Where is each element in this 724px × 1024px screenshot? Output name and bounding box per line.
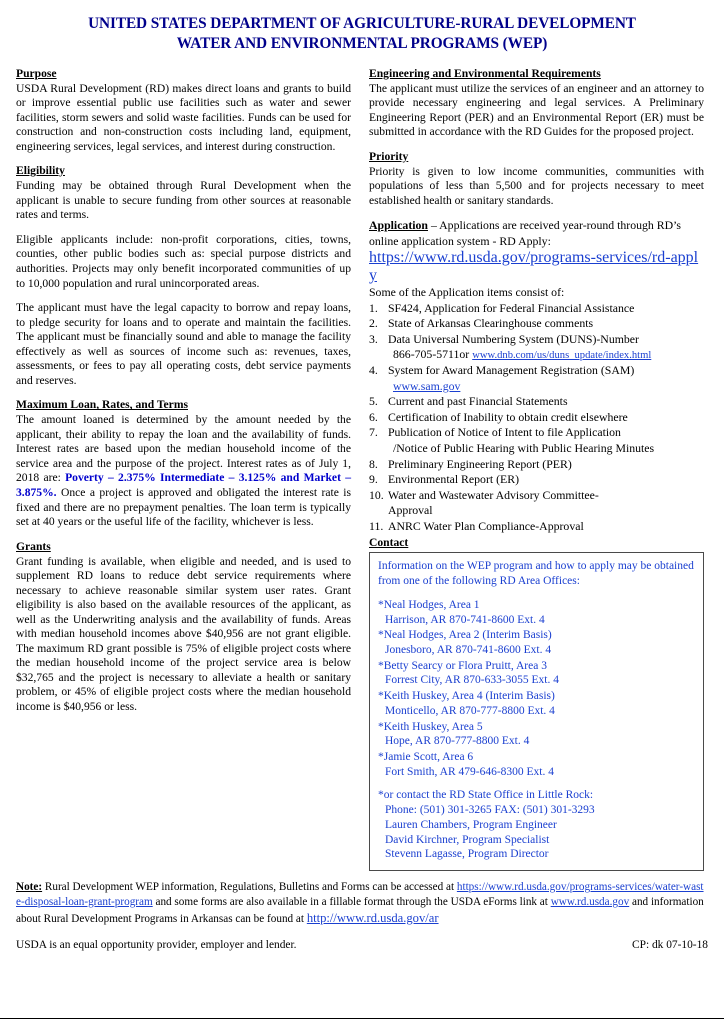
list-item-number: 9.: [369, 472, 378, 487]
duns-update-link[interactable]: www.dnb.com/us/duns_update/index.html: [472, 350, 652, 362]
list-item-sub-label: Approval: [388, 503, 433, 518]
list-item-extra: [388, 347, 704, 363]
document-code: CP: dk 07-10-18: [632, 938, 708, 951]
eligibility-paragraph-2: Eligible applicants include: non-profit corporations, cities, towns, counties, other public bodies such as: special purpose districts and authorities. Projects may only benefit incorporated communities of up to 10,000 population and rural unincorporated areas.: [16, 232, 351, 290]
section-heading-priority: Priority: [369, 149, 409, 163]
list-item-label: Publication of Notice of Intent to file Application: [388, 425, 621, 440]
contact-box: [369, 552, 704, 871]
list-item-number: 8.: [369, 456, 378, 471]
list-item: [378, 659, 695, 688]
list-item-label: Data Universal Numbering System (DUNS)-Number: [388, 331, 639, 346]
contact-intro: Information on the WEP program and how to apply may be obtained from one of the following RD Area Offices:: [378, 560, 694, 588]
staff-program-engineer: Lauren Chambers, Program Engineer: [385, 818, 557, 831]
section-heading-contact: Contact: [369, 536, 409, 550]
section-heading-maximum-loan: Maximum Loan, Rates, and Terms: [16, 398, 188, 412]
office-location: Monticello, AR 870-777-8800 Ext. 4: [385, 704, 555, 717]
grants-text: Grant funding is available, when eligible and needed, and is used to supplement RD loans to reduce debt service requirements where necessary to achieve reasonable similar system user rates. Grant eligibility is also based on the available resources of the applicant, as well as the Underwriting analysis and the availability of funds. Areas with median household incomes above $40,956 are not grant eligible. The maximum RD grant possible is 75% of eligible project costs where the median household income of the project service area is below $32,765 and the project is necessary to alleviate a health or sanitary problem, or 45% of eligible project costs where the median household income is $40,956 or less.: [16, 554, 351, 713]
list-item-number: 6.: [369, 409, 378, 424]
application-items-list: [369, 301, 704, 535]
list-item-number: 11.: [369, 518, 384, 533]
state-office-heading: *or contact the RD State Office in Little Rock:: [378, 789, 594, 802]
list-item-label: State of Arkansas Clearinghouse comments: [388, 316, 594, 331]
note-text-2: and some forms are also available in a fillable format through the USDA eForms link at: [152, 895, 551, 908]
right-column: [369, 67, 704, 871]
maximum-loan-text-before: The amount loaned is determined by the amount needed by the applicant, their ability to repay the loan and the availability of funds. Interest rates are based upon the median household income of the service area and the purpose of the project. Interest rates as of July 1, 2018 are:: [16, 413, 351, 485]
area-offices-list: [378, 598, 695, 780]
duns-phone: 866-705-5711or: [393, 347, 473, 362]
priority-text: Priority is given to low income communities, communities with populations of less than 5,500 and for projects necessary to meet established health or sanitary standards.: [369, 164, 704, 207]
list-item-label: Certification of Inability to obtain credit elsewhere: [388, 409, 628, 424]
office-name: *Neal Hodges, Area 2 (Interim Basis): [378, 629, 552, 642]
office-name: *Jamie Scott, Area 6: [378, 751, 474, 764]
note-paragraph: [16, 880, 708, 927]
sam-gov-link[interactable]: www.sam.gov: [393, 378, 461, 393]
list-item: [369, 301, 704, 317]
page-title: [16, 14, 708, 55]
office-location: Fort Smith, AR 479-646-8300 Ext. 4: [385, 765, 554, 778]
list-item: [378, 720, 695, 749]
list-item-label: System for Award Management Registration (SAM): [388, 363, 635, 378]
list-item-label: Preliminary Engineering Report (PER): [388, 456, 572, 471]
note-label: Note:: [16, 881, 43, 894]
list-item: [369, 363, 704, 394]
list-item-label: Water and Wastewater Advisory Committee-: [388, 487, 599, 502]
engineering-text: The applicant must utilize the services of an engineer and an attorney to provide necessary engineering and legal services. A Preliminary Engineering Report (PER) and an Environmental Report (ER) must be submitted in accordance with the RD Guides for the proposed project.: [369, 81, 704, 139]
list-item-number: 10.: [369, 487, 384, 502]
wep-program-link[interactable]: https://www.rd.usda.gov/programs-services/water-waste-disposal-loan-grant-program: [16, 881, 704, 908]
application-heading: [369, 218, 704, 249]
office-name: *Neal Hodges, Area 1: [378, 598, 480, 611]
section-heading-purpose: Purpose: [16, 66, 57, 80]
list-item: [369, 425, 704, 456]
maximum-loan-text-after: Once a project is approved and obligated the interest rate is fixed and there are no prepayment penalties. The loan term is typically set at 40 years or the useful life of the facility, whichever is less.: [16, 485, 351, 529]
section-heading-eligibility: Eligibility: [16, 164, 65, 178]
note-text-1: Rural Development WEP information, Regulations, Bulletins and Forms can be accessed at: [42, 881, 457, 894]
state-office-phone: Phone: (501) 301-3265 FAX: (501) 301-3293: [385, 804, 595, 817]
office-location: Hope, AR 870-777-8800 Ext. 4: [385, 735, 530, 748]
section-heading-grants: Grants: [16, 539, 51, 553]
staff-program-director: Stevenn Lagasse, Program Director: [385, 848, 549, 861]
list-item-sub-label: /Notice of Public Hearing with Public Hearing Minutes: [393, 441, 655, 456]
interest-rates-values: Poverty – 2.375% Intermediate – 3.125% and Market – 3.875%.: [16, 471, 351, 499]
list-item-label: SF424, Application for Federal Financial Assistance: [388, 300, 635, 315]
list-item-number: 4.: [369, 363, 378, 378]
application-lead: – Applications are received year-round through RD’s online application system - RD Apply:: [369, 218, 681, 248]
eligibility-paragraph-1: Funding may be obtained through Rural Development when the applicant is unable to secure funding from other sources at reasonable rates and terms.: [16, 179, 351, 222]
list-item: [369, 472, 704, 488]
list-item-label: ANRC Water Plan Compliance-Approval: [388, 518, 584, 533]
list-item-number: 7.: [369, 425, 378, 440]
note-text-3: and information about Rural Development Programs in Arkansas can be found at: [16, 895, 704, 925]
list-item: [369, 332, 704, 364]
purpose-text: USDA Rural Development (RD) makes direct loans and grants to build or improve essential public use facilities such as water and sewer facilities, storm sewers and solid waste facilities. Funds can be used for construction and non-construction costs including land, equipment, engineering services, legal services, and interest during construction.: [16, 81, 351, 153]
office-location: Forrest City, AR 870-633-3055 Ext. 4: [385, 674, 559, 687]
left-column: [16, 67, 351, 725]
office-name: *Keith Huskey, Area 4 (Interim Basis): [378, 690, 555, 703]
state-office-contact: [378, 788, 695, 862]
equal-opportunity-statement: USDA is an equal opportunity provider, employer and lender.: [16, 938, 297, 951]
eforms-link[interactable]: www.rd.usda.gov: [550, 895, 630, 908]
list-item-number: 1.: [369, 300, 378, 315]
list-item-label: Current and past Financial Statements: [388, 394, 568, 409]
list-item-number: 5.: [369, 394, 378, 409]
list-item: [369, 488, 704, 519]
list-item: [369, 316, 704, 332]
eligibility-paragraph-3: The applicant must have the legal capacity to borrow and repay loans, to pledge security for loans and to operate and maintain the facilities. The applicant must be financially sound and able to manage the facility effectively as well as sources of income such as: revenues, taxes, assessments, or fees to pay all operating costs, debt service payments and reserves.: [16, 301, 351, 387]
list-item: [378, 598, 695, 627]
application-items-intro: Some of the Application items consist of:: [369, 284, 565, 299]
page-title-line-2: WATER AND ENVIRONMENTAL PROGRAMS (WEP): [176, 35, 548, 53]
office-location: Jonesboro, AR 870-741-8600 Ext. 4: [385, 643, 552, 656]
footer-divider: [0, 1018, 724, 1019]
section-heading-engineering: Engineering and Environmental Requirements: [369, 66, 601, 80]
two-column-body: [16, 67, 708, 871]
list-item: [378, 689, 695, 718]
office-location: Harrison, AR 870-741-8600 Ext. 4: [385, 613, 545, 626]
list-item: [369, 519, 704, 535]
list-item: [369, 457, 704, 473]
list-item-number: 2.: [369, 316, 378, 331]
staff-program-specialist: David Kirchner, Program Specialist: [385, 833, 550, 846]
list-item: [369, 394, 704, 410]
arkansas-rd-link[interactable]: http://www.rd.usda.gov/ar: [306, 910, 439, 925]
list-item: [369, 410, 704, 426]
maximum-loan-text: [16, 413, 351, 529]
office-name: *Betty Searcy or Flora Pruitt, Area 3: [378, 659, 547, 672]
list-item-label: Environmental Report (ER): [388, 472, 520, 487]
list-item: [378, 628, 695, 657]
list-item: [378, 750, 695, 779]
page-title-line-1: UNITED STATES DEPARTMENT OF AGRICULTURE-RURAL DEVELOPMENT: [88, 15, 636, 32]
page-footer: [16, 939, 708, 951]
office-name: *Keith Huskey, Area 5: [378, 720, 483, 733]
rd-apply-link[interactable]: https://www.rd.usda.gov/programs-services/rd-apply: [369, 248, 699, 284]
application-label: Application: [369, 218, 428, 233]
list-item-number: 3.: [369, 331, 378, 346]
